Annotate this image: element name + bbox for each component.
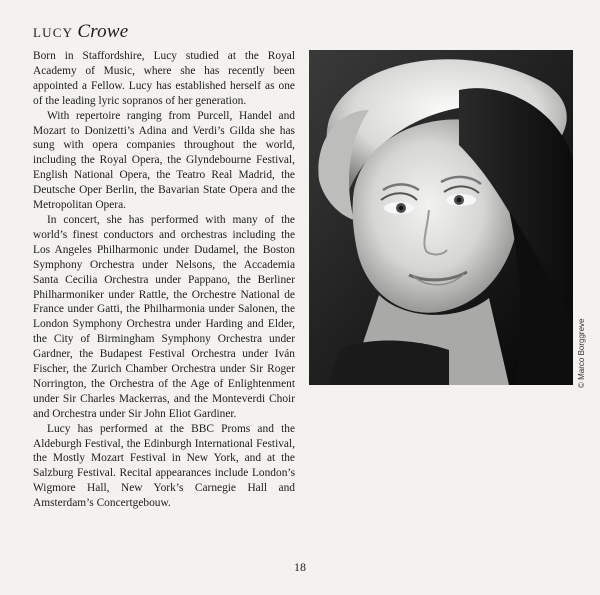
artist-heading: [33, 22, 128, 43]
artist-last-name: Crowe: [77, 21, 129, 42]
bio-paragraph-1: Born in Staffordshire, Lucy studied at the Royal Academy of Music, where she has recently been appointed a Fellow. Lucy has established herself as one of the leading lyric sopranos of her generation.: [33, 50, 295, 107]
photo-credit: © Marco Borggreve: [577, 318, 586, 388]
bio-paragraph-2: With repertoire ranging from Purcell, Handel and Mozart to Donizetti’s Adina and Verdi’s Gilda she has sung with opera companies throughout the world, including the Royal Opera, the Glyndebourne Festival, English National Opera, the Teatro Real Madrid, the Deutsche Oper Berlin, the Bavarian State Opera and the Metropolitan Opera.: [33, 109, 295, 212]
artist-portrait-photo: [309, 50, 573, 385]
bio-paragraph-4: Lucy has performed at the BBC Proms and the Aldeburgh Festival, the Edinburgh International Festival, the Mostly Mozart Festival in New York, and at the Salzburg Festival. Recital appearances include London’s Wigmore Hall, New York’s Carnegie Hall and Amsterdam’s Concertgebouw.: [33, 422, 295, 510]
page-number: 18: [294, 560, 306, 574]
biography: [33, 49, 295, 511]
artist-first-name: LUCY: [33, 25, 74, 40]
bio-paragraph-3: In concert, she has performed with many of the world’s finest conductors and orchestras including the Los Angeles Philharmonic under Dudamel, the Boston Symphony Orchestra under Nelsons, the Accademia Santa Cecilia Orchestra under Pappano, the Berliner Philharmoniker under Rattle, the Orchestre National de France under Gatti, the Philharmonia under Salonen, the London Symphony Orchestra under Harding and Elder, the City of Birmingham Symphony Orchestra under Gardner, the Budapest Festival Orchestra under Iván Fischer, the Zurich Chamber Orchestra under Sir Roger Norrington, the Orchestra of the Age of Enlightenment under Sir Charles Mackerras, and the Monteverdi Choir and Orchestra under Sir John Eliot Gardiner.: [33, 213, 295, 420]
portrait-illustration: [309, 50, 573, 385]
